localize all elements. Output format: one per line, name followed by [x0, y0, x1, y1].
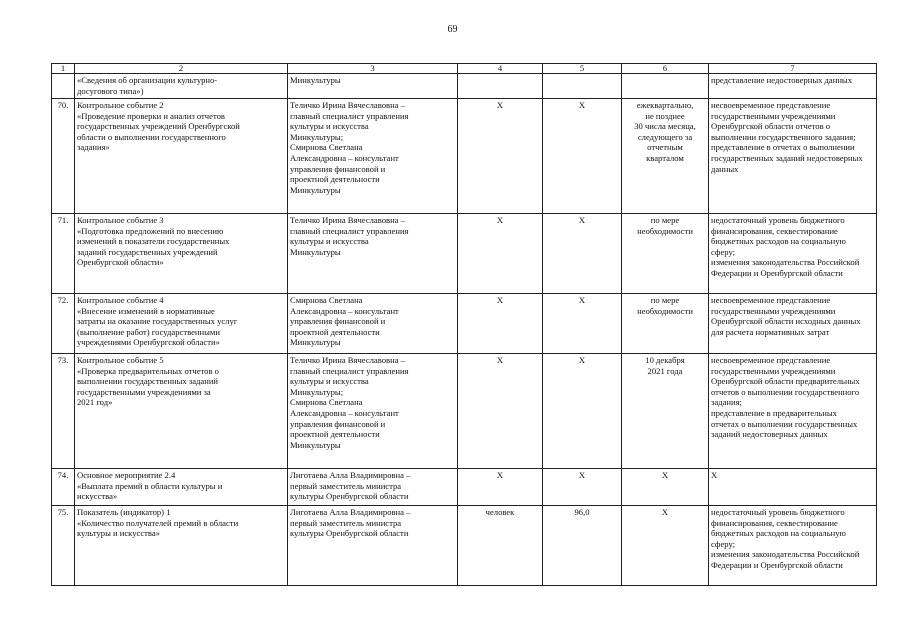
- deadline-text: 10 декабря 2021 года: [645, 355, 685, 376]
- risk-description-cell: [709, 99, 877, 214]
- responsible-person-cell: [288, 99, 458, 214]
- unit-cell: [458, 99, 543, 214]
- responsible-person-text: Минкультуры: [290, 75, 341, 85]
- value-cell: [543, 506, 622, 586]
- risk-description-text: несвоевременное представление государственными учреждениями Оренбургской области исходных данных для расчета нормативных затрат: [711, 295, 861, 337]
- responsible-person-text: Лиготаева Алла Владимировна – первый заместитель министра культуры Оренбургской области: [290, 470, 411, 502]
- row-number-cell: [52, 354, 75, 469]
- deadline-text: Х: [661, 507, 669, 517]
- value-text: Х: [578, 355, 586, 365]
- event-name-text: Контрольное событие 4 «Внесение изменений в нормативные затраты на оказание государственных услуг (выполнение работ) государственными учреждениями Оренбургской области»: [77, 295, 238, 348]
- deadline-text: ежеквартально, не позднее 30 числа месяца, следующего за отчетным кварталом: [634, 100, 696, 163]
- event-name-text: Показатель (индикатор) 1 «Количество получателей премий в области культуры и искусства»: [77, 507, 239, 539]
- risk-description-cell: [709, 354, 877, 469]
- deadline-text: Х: [661, 470, 669, 480]
- risk-description-cell: [709, 469, 877, 506]
- table-row: [52, 469, 877, 506]
- column-number: 2: [75, 64, 288, 74]
- column-number: 5: [543, 64, 622, 74]
- row-number-cell: [52, 99, 75, 214]
- value-cell: [543, 214, 622, 294]
- deadline-cell: [622, 294, 709, 354]
- row-number-text: 72.: [57, 295, 69, 305]
- unit-cell: [458, 469, 543, 506]
- value-text: 96,0: [574, 507, 590, 517]
- value-text: Х: [578, 470, 586, 480]
- table-row: [52, 354, 877, 469]
- row-number-text: 70.: [57, 100, 69, 110]
- responsible-person-text: Теличко Ирина Вячеславовна – главный специалист управления культуры и искусства Минкультуры; Смирнова Светлана Александровна – консультант управления финансовой и проектной деятельности Минкультуры: [290, 100, 409, 195]
- risk-description-cell: [709, 506, 877, 586]
- deadline-text: по мере необходимости: [637, 215, 693, 236]
- event-name-cell: [75, 354, 288, 469]
- responsible-person-text: Смирнова Светлана Александровна – консультант управления финансовой и проектной деятельности Минкультуры: [290, 295, 399, 348]
- value-cell: [543, 469, 622, 506]
- unit-text: Х: [496, 215, 504, 225]
- responsible-person-cell: [288, 469, 458, 506]
- deadline-cell: [622, 506, 709, 586]
- row-number-cell: [52, 74, 75, 99]
- table-row: [52, 294, 877, 354]
- risk-description-text: недостаточный уровень бюджетного финансирования, секвестирование бюджетных расходов на социальную сферу; изменения законодательства Российской Федерации и Оренбургской области: [711, 507, 860, 570]
- unit-cell: [458, 74, 543, 99]
- page-number: 69: [447, 24, 458, 35]
- deadline-text: по мере необходимости: [637, 295, 693, 316]
- value-text: Х: [578, 215, 586, 225]
- unit-cell: [458, 354, 543, 469]
- value-cell: [543, 294, 622, 354]
- responsible-person-cell: [288, 354, 458, 469]
- table-row: [52, 214, 877, 294]
- deadline-cell: [622, 214, 709, 294]
- row-number-text: 73.: [57, 355, 69, 365]
- deadline-cell: [622, 74, 709, 99]
- row-number-text: 71.: [57, 215, 69, 225]
- unit-cell: [458, 294, 543, 354]
- value-cell: [543, 354, 622, 469]
- column-number: 7: [709, 64, 877, 74]
- table-row: [52, 506, 877, 586]
- column-number-row: [52, 64, 877, 74]
- responsible-person-text: Теличко Ирина Вячеславовна – главный специалист управления культуры и искусства Минкультуры; Смирнова Светлана Александровна – консультант управления финансовой и проектной деятельности Минкультуры: [290, 355, 409, 450]
- row-number-cell: [52, 469, 75, 506]
- unit-text: Х: [496, 470, 504, 480]
- deadline-cell: [622, 99, 709, 214]
- unit-cell: [458, 506, 543, 586]
- event-name-cell: [75, 99, 288, 214]
- responsible-person-cell: [288, 74, 458, 99]
- column-number: 6: [622, 64, 709, 74]
- event-name-cell: [75, 214, 288, 294]
- row-number-cell: [52, 294, 75, 354]
- risk-description-cell: [709, 294, 877, 354]
- column-number: 4: [458, 64, 543, 74]
- risk-description-text: несвоевременное представление государственными учреждениями Оренбургской области предварительных отчетов о выполнении государственного задания; представление в предварительных отчетах о выполнении государственных заданий недостоверных данных: [711, 355, 860, 440]
- monitoring-plan-table: [51, 63, 877, 586]
- value-text: Х: [578, 295, 586, 305]
- deadline-cell: [622, 354, 709, 469]
- responsible-person-cell: [288, 294, 458, 354]
- event-name-cell: [75, 294, 288, 354]
- responsible-person-text: Лиготаева Алла Владимировна – первый заместитель министра культуры Оренбургской области: [290, 507, 411, 539]
- unit-text: Х: [496, 100, 504, 110]
- row-number-cell: [52, 214, 75, 294]
- event-name-cell: [75, 469, 288, 506]
- event-name-text: «Сведения об организации культурно- досугового типа»): [77, 75, 218, 96]
- value-text: Х: [578, 100, 586, 110]
- risk-description-text: несвоевременное представление государственными учреждениями Оренбургской области отчетов о выполнении государственного задания; представление в отчетах о выполнении государственных заданий недостоверных данных: [711, 100, 863, 174]
- event-name-cell: [75, 506, 288, 586]
- risk-description-text: недостаточный уровень бюджетного финансирования, секвестирование бюджетных расходов на социальную сферу; изменения законодательства Российской Федерации и Оренбургской области: [711, 215, 860, 278]
- row-number-text: 74.: [57, 470, 69, 480]
- unit-text: Х: [496, 355, 504, 365]
- risk-description-cell: [709, 74, 877, 99]
- deadline-cell: [622, 469, 709, 506]
- responsible-person-cell: [288, 214, 458, 294]
- event-name-cell: [75, 74, 288, 99]
- event-name-text: Контрольное событие 5 «Проверка предварительных отчетов о выполнении государственных заданий государственными учреждениями за 2021 год»: [77, 355, 219, 408]
- risk-description-cell: [709, 214, 877, 294]
- event-name-text: Контрольное событие 2 «Проведение проверки и анализ отчетов государственных учреждений Оренбургской области о выполнении государственного задания»: [77, 100, 240, 153]
- row-number-cell: [52, 506, 75, 586]
- event-name-text: Контрольное событие 3 «Подготовка предложений по внесению изменений в показатели государственных заданий государственных учреждений Оренбургской области»: [77, 215, 230, 268]
- unit-text: человек: [485, 507, 515, 517]
- table-body: [52, 64, 877, 586]
- value-cell: [543, 99, 622, 214]
- responsible-person-cell: [288, 506, 458, 586]
- risk-description-text: представление недостоверных данных: [711, 75, 852, 85]
- table-row: [52, 99, 877, 214]
- value-cell: [543, 74, 622, 99]
- event-name-text: Основное мероприятие 2.4 «Выплата премий в области культуры и искусства»: [77, 470, 223, 502]
- column-number: 3: [288, 64, 458, 74]
- row-number-text: 75.: [57, 507, 69, 517]
- risk-description-text: Х: [711, 470, 718, 480]
- responsible-person-text: Теличко Ирина Вячеславовна – главный специалист управления культуры и искусства Минкультуры: [290, 215, 409, 257]
- unit-cell: [458, 214, 543, 294]
- unit-text: Х: [496, 295, 504, 305]
- column-number: 1: [52, 64, 75, 74]
- table-row: [52, 74, 877, 99]
